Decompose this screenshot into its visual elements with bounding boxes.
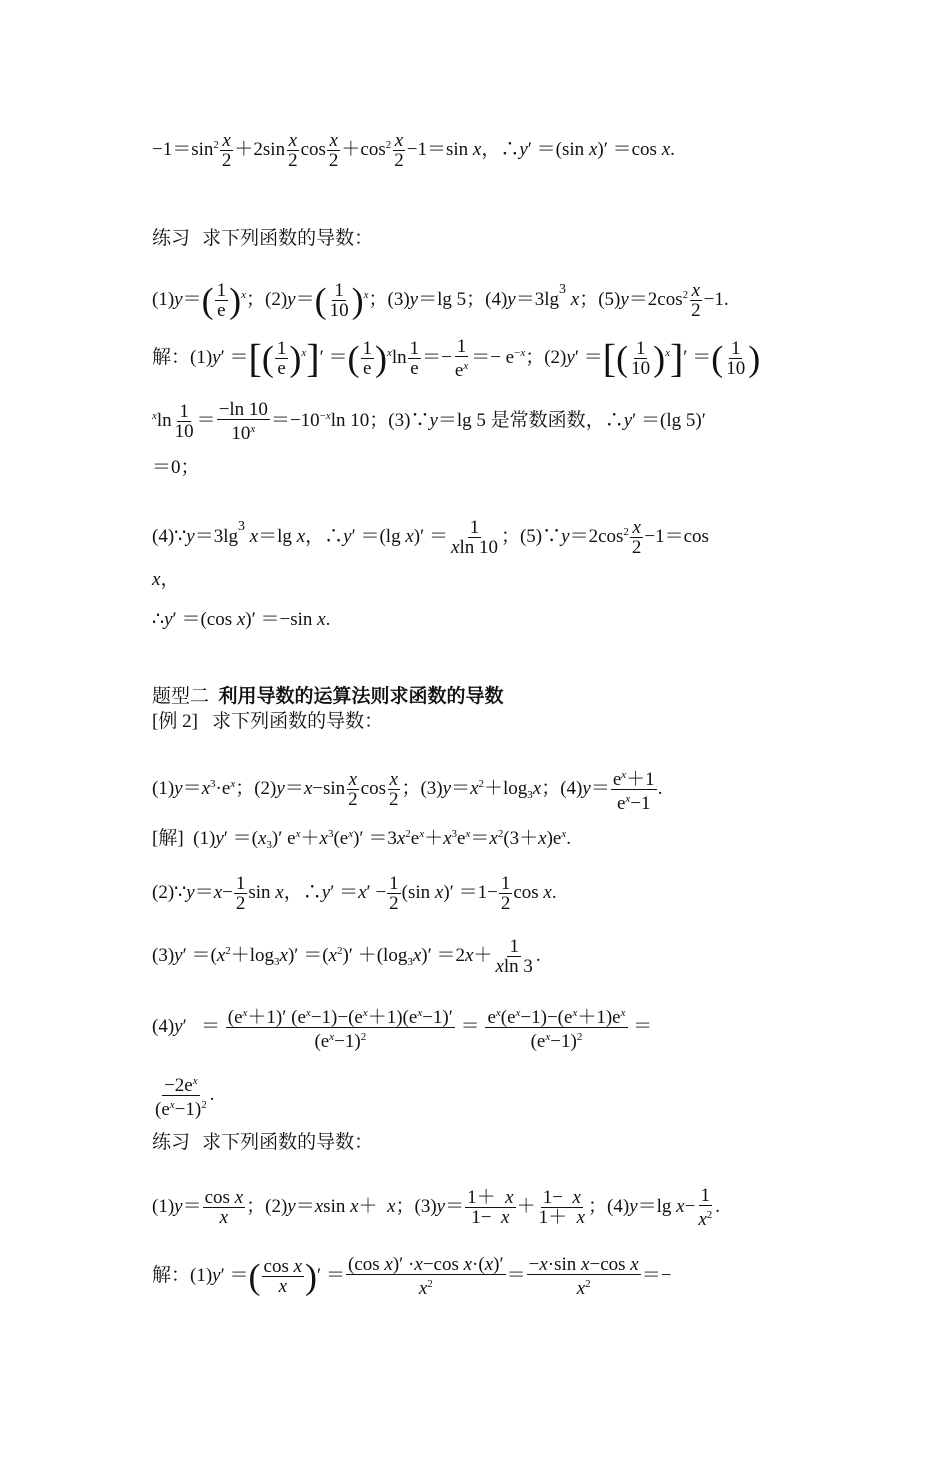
exercise-items: (1)y＝ $\frac{\text{cos x}}{x}$ ；(2)y＝xsin x＋ x；(3)y＝ $\frac{1+ x}{1- x}$ ＋ $\frac{1- x}{1+ x}$ ；(4)y＝lg x− $\frac{1}{x^2}$ . [152,1185,720,1230]
example-heading: [例 2] 求下列函数的导数： [152,710,384,732]
exercise-heading: 练习 求下列函数的导数： [152,1131,374,1153]
solution-line: ∴y′ ＝(cos x)′ ＝−sin x. [152,609,331,630]
solution-line: $(4)\because y=3\lg^3$ x＝lg x，∴y′ ＝(lg x)′ ＝ $\frac{1}{xln 10}$ ；$(5)\because y=2\cos^2$ $\frac{x}{2}$ −1＝cos [152,517,709,559]
solution-line: [解] $(1)y' =(x_3)'$ $e^x+x^3(e^x)' =3x^2e^x+x^3e^x=x^2(3+x)e^x$. [152,828,571,851]
solution-line: 解：(1)y′ ＝( $\frac{\text{cos x}}{x}$ )′ ＝ $\frac{\text{(cos x)′ ·x−cos x·(x)′}}{x^2}$ ＝ $\frac{\text{−x·sin x−cos x}}{x^2}$ ＝− [152,1254,672,1299]
solution-line: x， [152,569,180,590]
solution-line: (4)y′ ＝ $\frac{(e^x+1)' (e^x-1)-(e^x+1)(e^x-1)'}{(e^x-1)^2}$ ＝ $\frac{e^x(e^x-1)-(e^x+1)e^x}{(e^x-1)^2}$ ＝ [152,1004,802,1051]
exercise-heading: 练习 求下列函数的导数： [152,227,374,249]
exercise-items: (1)y＝( $\frac{1}{e}$ )$^x$；(2)y＝( $\frac{1}{10}$ )$^x$；(3)y＝lg 5；$(4)y=3\lg^3$ x；$(5)y=2\cos^2$ $\frac{x}{2}$ −1. [152,280,729,322]
solution-line: ＝0； [152,457,200,478]
solution-line: 解：(1)y′ ＝[( $\frac{1}{e}$ )$^x$]′ ＝( $\frac{1}{e}$ )$^x$ln $\frac{1}{e}$ ＝− $\frac{1}{e^x}$ ＝− $e^{-x}$；(2)y′ ＝[( $\frac{1}{10}$ )$^x$]′ ＝( $\frac{1}{10}$ ) [152,335,761,381]
solution-line: $^x$ln $\frac{1}{10}$ ＝ $\frac{-\ln 10}{10^x}$ $=-10^{-x}\ln$ 10；(3)∵y＝lg 5 是常数函数，∴y′ ＝(lg 5)′ [152,399,706,444]
text-line: $-1=\sin^2$ $\frac{x}{2}$ ＋2sin $\frac{x}{2}$ cos $\frac{x}{2}$ $+\cos^2$ $\frac{x}{2}$ −1＝sin x，∴y′ ＝(sin x)′ ＝cos x. [152,130,675,171]
solution-line: (2)∵y＝x− $\frac{1}{2}$ sin x，∴y′ ＝x′ − $\frac{1}{2}$ (sin x)′ ＝1− $\frac{1}{2}$ cos x. [152,873,557,914]
section-heading: 题型二 利用导数的运算法则求函数的导数 [152,685,504,707]
example-items: $(1)y=x^3\cdot e^x$；(2)y＝x−sin $\frac{x}{2}$ cos $\frac{x}{2}$ ；$(3)y=x^2+\log_3x$；(4)y＝ $\frac{e^x+1}{e^x-1}$ . [152,766,802,813]
solution-line: $\frac{-2e^x}{(e^x-1)^2}$ . [152,1072,802,1119]
solution-line: $(3)y' =(x^2+\log_3x)' =(x^2)' +(\log_3x)' =2x+$ $\frac{1}{xln 3}$ . [152,936,541,977]
